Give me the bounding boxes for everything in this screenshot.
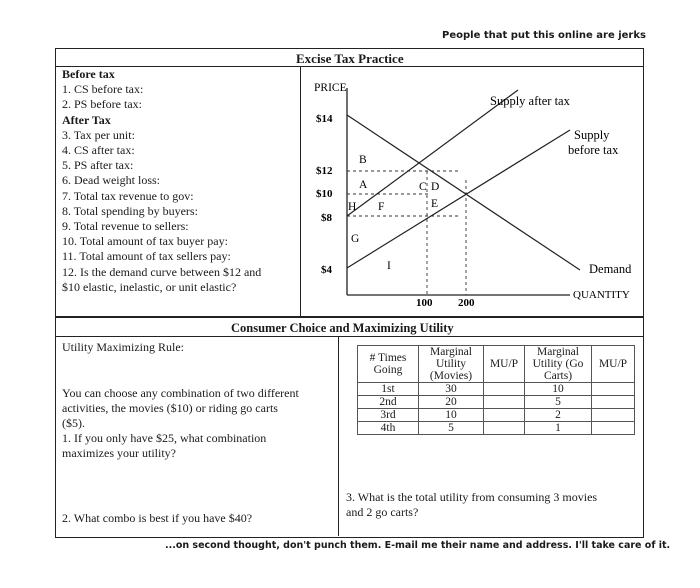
- table-cell: 10: [525, 383, 592, 396]
- supply-before-tax-label-line2: before tax: [568, 143, 619, 157]
- area-label-i: I: [387, 260, 391, 272]
- question-item: Before tax: [62, 67, 115, 81]
- question-item: 2. PS before tax:: [62, 97, 142, 112]
- utility-rule-label: Utility Maximizing Rule:: [62, 340, 184, 354]
- area-label-f: F: [378, 201, 385, 213]
- question-item: After Tax: [62, 112, 111, 127]
- table-row: [358, 422, 635, 435]
- question-item: $10 elastic, inelastic, or unit elastic?: [62, 279, 237, 294]
- header-mup-movies: MU/P: [484, 346, 525, 383]
- supply-after-tax-label: Supply after tax: [490, 94, 570, 108]
- question-3-line: and 2 go carts?: [346, 505, 419, 519]
- question-item: 9. Total revenue to sellers:: [62, 219, 189, 234]
- choice-intro: [62, 386, 299, 461]
- x-tick-label: 200: [458, 297, 475, 309]
- table-cell: 2: [525, 409, 592, 422]
- area-label-c: C: [419, 181, 427, 193]
- excise-title: Excise Tax Practice: [296, 51, 404, 66]
- y-tick-label: $4: [321, 264, 332, 276]
- question-item: 3. Tax per unit:: [62, 127, 135, 142]
- area-label-b: B: [359, 154, 367, 166]
- question-3: [346, 490, 597, 520]
- question-item: 11. Total amount of tax sellers pay:: [62, 249, 231, 264]
- demand-label: Demand: [589, 262, 632, 276]
- table-cell: 10: [419, 409, 484, 422]
- table-cell: [484, 409, 525, 422]
- y-tick-label: $12: [316, 165, 333, 177]
- header-mu-movies: Marginal Utility (Movies): [419, 346, 484, 383]
- question-3-line: 3. What is the total utility from consuming 3 movies: [346, 490, 598, 504]
- table-cell: 1: [525, 422, 592, 435]
- utility-title-divider: [55, 336, 643, 337]
- area-label-g: G: [351, 233, 360, 245]
- marginal-utility-table: [357, 345, 635, 435]
- question-1-line: maximizes your utility?: [62, 446, 176, 460]
- table-row: [358, 409, 635, 422]
- table-cell: [484, 422, 525, 435]
- table-row: [358, 396, 635, 409]
- supply-before-tax-line: [347, 130, 570, 268]
- table-cell: 1st: [358, 383, 419, 396]
- table-row: [358, 383, 635, 396]
- y-axis-label: PRICE: [314, 82, 347, 94]
- question-1-line: 1. If you only have $25, what combination: [62, 431, 267, 445]
- area-label-a: A: [359, 179, 368, 191]
- question-item: 8. Total spending by buyers:: [62, 203, 198, 218]
- question-item: 7. Total tax revenue to gov:: [62, 188, 194, 203]
- area-label-e: E: [431, 198, 439, 210]
- table-cell: 5: [419, 422, 484, 435]
- table-cell: [484, 396, 525, 409]
- header-note: People that put this online are jerks: [442, 30, 646, 41]
- y-tick-label: $10: [316, 188, 333, 200]
- y-tick-label: $8: [321, 212, 332, 224]
- utility-title: Consumer Choice and Maximizing Utility: [231, 321, 454, 335]
- intro-line: activities, the movies ($10) or riding go carts: [62, 401, 278, 415]
- area-label-h: H: [348, 201, 357, 213]
- question-item: 1. CS before tax:: [62, 82, 144, 97]
- intro-line: ($5).: [62, 416, 85, 430]
- header-times-going: # Times Going: [358, 346, 419, 383]
- supply-demand-chart: [300, 70, 642, 314]
- table-cell: [484, 383, 525, 396]
- x-tick-label: 100: [416, 297, 433, 309]
- table-cell: 20: [419, 396, 484, 409]
- header-mup-gocarts: MU/P: [592, 346, 635, 383]
- table-cell: 3rd: [358, 409, 419, 422]
- question-item: 10. Total amount of tax buyer pay:: [62, 234, 228, 249]
- question-item: 6. Dead weight loss:: [62, 173, 160, 188]
- table-cell: [592, 383, 635, 396]
- question-item: 4. CS after tax:: [62, 143, 135, 158]
- table-cell: 30: [419, 383, 484, 396]
- question-item: 12. Is the demand curve between $12 and: [62, 264, 262, 279]
- table-cell: 5: [525, 396, 592, 409]
- question-item: 5. PS after tax:: [62, 158, 134, 173]
- question-2: 2. What combo is best if you have $40?: [62, 511, 253, 525]
- y-tick-label: $14: [316, 113, 333, 125]
- table-cell: [592, 422, 635, 435]
- table-cell: 4th: [358, 422, 419, 435]
- tax-question-list: [62, 67, 261, 295]
- table-cell: [592, 396, 635, 409]
- footer-note: ...on second thought, don't punch them. E-mail me their name and address. I'll take care of it.: [165, 540, 671, 551]
- area-label-d: D: [431, 181, 440, 193]
- intro-line: You can choose any combination of two different: [62, 386, 299, 400]
- header-mu-gocarts: Marginal Utility (Go Carts): [525, 346, 592, 383]
- utility-column-divider: [338, 336, 339, 536]
- table-cell: [592, 409, 635, 422]
- table-header-row: [358, 346, 635, 383]
- x-axis-label: QUANTITY: [573, 289, 630, 301]
- table-cell: 2nd: [358, 396, 419, 409]
- supply-before-tax-label-line1: Supply: [574, 128, 610, 142]
